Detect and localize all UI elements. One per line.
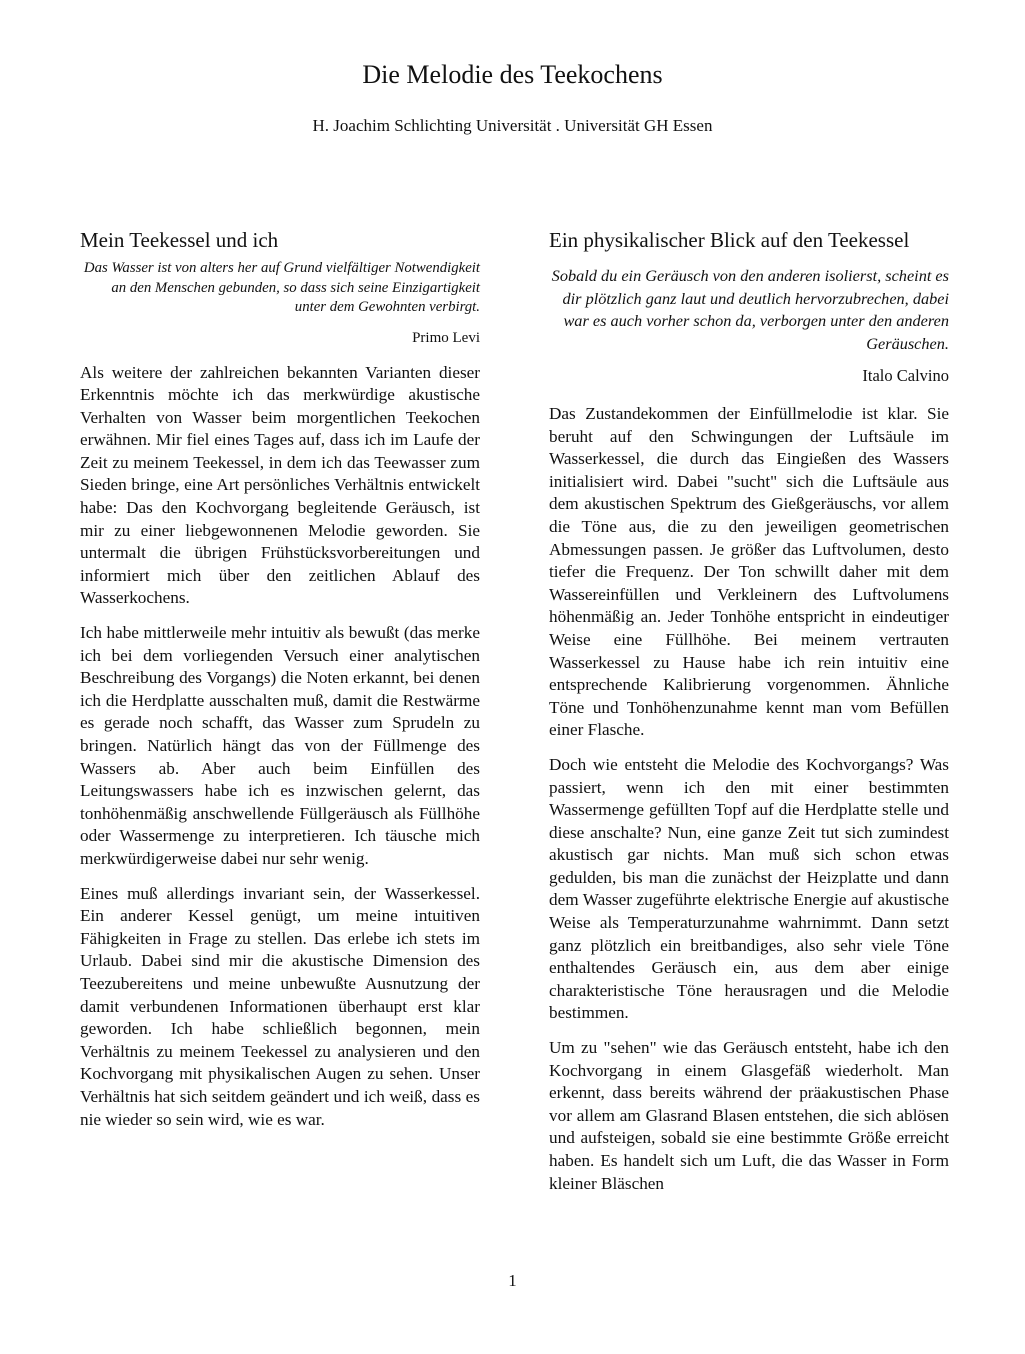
- epigraph-author-left: Primo Levi: [412, 329, 480, 346]
- body-paragraph: Eines muß allerdings invariant sein, der Wasserkessel. Ein anderer Kessel genügt, um meine intuitiven Fähigkeiten in Frage zu stellen. Das erlebe ich stets im Urlaub. Dabei sind mir die akustische Dimension des Teezubereitens und meine unbewußte Ausnutzung der damit verbundenen Informationen überhaupt erst klar geworden. Ich habe schließlich begonnen, mein Verhältnis zu meinem Teekessel zu analysieren und den Kochvorgang mit physikalischen Augen zu sehen. Unser Verhältnis hat sich seitdem geändert und ich weiß, dass es nie wieder so sein wird, wie es war.: [80, 883, 480, 1129]
- left-column: [80, 225, 480, 1143]
- author-line: H. Joachim Schlichting Universität . Universität GH Essen: [312, 116, 713, 135]
- body-paragraph: Als weitere der zahlreichen bekannten Varianten dieser Erkenntnis möchte ich das merkwürdige akustische Verhalten von Wasser beim morgentlichen Teekochen erwähnen. Mir fiel eines Tages auf, dass ich im Laufe der Zeit zu meinem Teekessel, in dem ich das Teewasser zum Sieden bringe, eine Art persönliches Verhältnis entwickelt habe: Das den Kochvorgang begleitende Geräusch, ist mir zu einer liebgewonnenen Melodie geworden. Sie untermalt die übrigen Frühstücksvorbereitungen und informiert mich über den zeitlichen Ablauf des Wasserkochens.: [80, 362, 480, 608]
- body-paragraph: Das Zustandekommen der Einfüllmelodie ist klar. Sie beruht auf den Schwingungen der Luftsäule im Wasserkessel, die durch das Eingießen des Wassers initialisiert wird. Dabei "sucht" sich die Luftsäule aus dem akustischen Spektrum des Gießgeräuschs, vor allem die Töne aus, die zu den jeweiligen geometrischen Abmessungen passen. Je größer das Luftvolumen, desto tiefer die Frequenz. Der Ton schwillt daher mit dem Wassereinfüllen und Verkleinern des Luftvolumens höhenmäßig an. Jeder Tonhöhe entspricht in eindeutiger Weise eine Füllhöhe. Bei meinem vertrauten Wasserkessel zu Hause habe ich rein intuitiv eine entsprechende Kalibrierung vorgenommen. Ähnliche Töne und Tonhöhenzunahme kennt man vom Befüllen einer Flasche.: [549, 404, 949, 740]
- body-paragraph: Doch wie entsteht die Melodie des Kochvorgangs? Was passiert, wenn ich den mit einer bestimmten Wassermenge gefüllten Topf auf die Herdplatte stelle und diese anschalte? Nun, eine ganze Zeit tut sich zumindest akustisch gar nichts. Man muß sich schon etwas gedulden, bis man die zunächst der Heizplatte und dann dem Wasser zugeführte elektrische Energie auf akustische Weise als Temperaturzunahme wahrnimmt. Dann setzt ganz plötzlich ein breitbandiges, also sehr viele Töne enthaltendes Geräusch ein, aus dem aber einige charakteristische Töne herausragen und die Melodie bestimmen.: [549, 754, 949, 1023]
- page-number: 1: [508, 1271, 517, 1290]
- section-heading-left: Mein Teekessel und ich: [80, 228, 279, 252]
- section-heading-right: Ein physikalischer Blick auf den Teekessel: [549, 228, 910, 252]
- epigraph-quote-right: Sobald du ein Geräusch von den anderen isolierst, scheint es dir plötzlich ganz laut und deutlich hervorzubrechen, dabei war es auch vorher schon da, verborgen unter den anderen Geräuschen.: [551, 266, 949, 353]
- epigraph-quote-left: Das Wasser ist von alters her auf Grund vielfältiger Notwendigkeit an den Menschen gebunden, so dass sich seine Einzigartigkeit unter dem Gewohnten verbirgt.: [83, 260, 480, 315]
- body-paragraph: Um zu "sehen" wie das Geräusch entsteht, habe ich den Kochvorgang in einem Glasgefäß wiederholt. Man erkennt, dass bereits während der präakustischen Phase vor allem am Glasrand Blasen entstehen, die sich ablösen und aufsteigen, sobald sie eine bestimmte Größe erreicht haben. Es handelt sich um Luft, die das Wasser in Form kleiner Bläschen: [549, 1038, 949, 1193]
- paper-title: Die Melodie des Teekochens: [362, 60, 663, 89]
- right-column: [549, 225, 949, 1207]
- epigraph-author-right: Italo Calvino: [862, 366, 949, 385]
- body-paragraph: Ich habe mittlerweile mehr intuitiv als bewußt (das merke ich bei dem vorliegenden Versuch einer analytischen Beschreibung des Vorgangs) die Noten erkannt, bei denen ich die Herdplatte ausschalten muß, damit die Restwärme es gerade noch schafft, das Wasser zum Sprudeln zu bringen. Natürlich hängt das von der Füllmenge des Wassers ab. Aber auch beim Einfüllen des Leitungswassers habe ich es inzwischen gelernt, das tonhöhenmäßig anschwellende Füllgeräusch als Füllhöhe oder Wassermenge zu interpretieren. Ich täusche mich merkwürdigerweise dabei nur sehr wenig.: [80, 623, 480, 868]
